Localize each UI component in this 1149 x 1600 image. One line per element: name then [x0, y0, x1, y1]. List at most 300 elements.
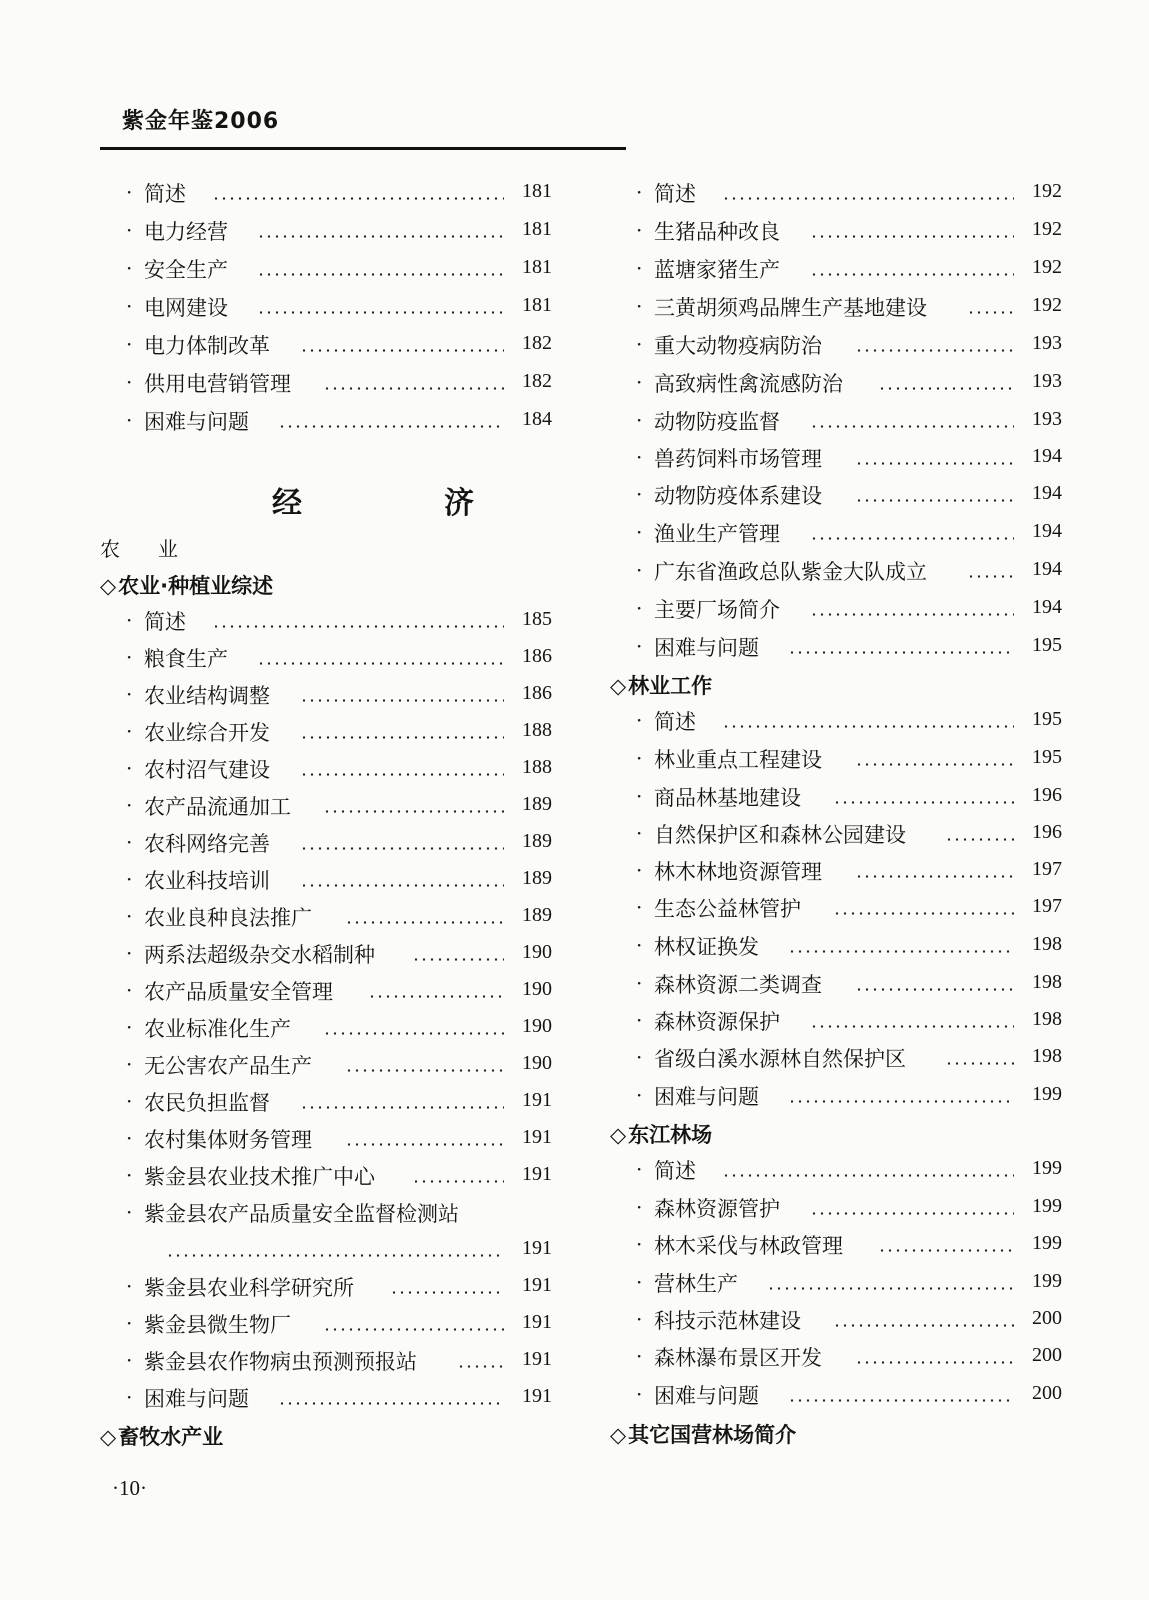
entry-title: 困难与问题	[654, 1384, 759, 1408]
dot-leader	[833, 801, 1014, 804]
toc-entry	[100, 1346, 560, 1380]
dot-leader	[300, 773, 504, 776]
entry-title: 科技示范林建设	[654, 1309, 801, 1333]
toc-entry	[100, 828, 560, 862]
bullet-dot: ·	[636, 746, 643, 770]
page-number: 191	[522, 1311, 552, 1333]
entry-title: 农村沼气建设	[144, 758, 270, 782]
entry-title: 蓝塘家猪生产	[654, 258, 780, 282]
dot-leader	[855, 1361, 1014, 1364]
dot-leader	[323, 1328, 504, 1331]
dot-leader	[278, 1402, 504, 1405]
bullet-dot: ·	[126, 719, 133, 743]
bullet-dot: ·	[636, 1083, 643, 1107]
toc-entry	[610, 1230, 1070, 1264]
dot-leader	[300, 736, 504, 739]
page-number: 192	[1032, 180, 1062, 202]
bullet-dot: ·	[126, 1200, 133, 1224]
bullet-dot: ·	[126, 180, 133, 204]
dot-leader	[810, 537, 1014, 540]
dot-leader	[257, 273, 504, 276]
entry-title: 森林资源保护	[654, 1010, 780, 1034]
toc-entry	[100, 1235, 560, 1269]
diamond-icon: ◇	[610, 674, 627, 698]
bullet-dot: ·	[126, 904, 133, 928]
toc-entry	[610, 216, 1070, 250]
dot-leader	[967, 575, 1014, 578]
dot-leader	[323, 810, 504, 813]
entry-title: 困难与问题	[144, 410, 249, 434]
entry-title: 重大动物疫病防治	[654, 334, 822, 358]
page-number: 191	[522, 1274, 552, 1296]
page-number: 185	[522, 608, 552, 630]
bullet-dot: ·	[126, 294, 133, 318]
page-number: 189	[522, 867, 552, 889]
bullet-dot: ·	[126, 1089, 133, 1113]
bullet-dot: ·	[636, 1157, 643, 1181]
bullet-dot: ·	[636, 933, 643, 957]
page-number: 198	[1032, 933, 1062, 955]
dot-leader	[278, 425, 504, 428]
page-number: 191	[522, 1163, 552, 1185]
section-heading-text	[100, 570, 560, 600]
dot-leader	[257, 311, 504, 314]
toc-entry	[100, 1161, 560, 1195]
page-number: 181	[522, 218, 552, 240]
toc-entry	[610, 632, 1070, 666]
toc-entry	[100, 1013, 560, 1047]
bullet-dot: ·	[126, 682, 133, 706]
page-number: 181	[522, 180, 552, 202]
entry-title: 紫金县农产品质量安全监督检测站	[144, 1202, 459, 1226]
toc-entry	[610, 518, 1070, 552]
entry-title: 农民负担监督	[144, 1091, 270, 1115]
dot-leader	[810, 425, 1014, 428]
dot-leader	[323, 387, 504, 390]
entry-title: 简述	[144, 610, 186, 634]
toc-entry	[100, 1309, 560, 1343]
bullet-dot: ·	[636, 294, 643, 318]
toc-entry	[610, 782, 1070, 816]
entry-title: 森林瀑布景区开发	[654, 1346, 822, 1370]
page-number: 191	[522, 1126, 552, 1148]
bullet-dot: ·	[126, 1126, 133, 1150]
bullet-dot: ·	[636, 1195, 643, 1219]
page-number: 182	[522, 332, 552, 354]
diamond-icon: ◇	[100, 574, 117, 598]
section-heading-label: 畜牧水产业	[118, 1425, 224, 1449]
toc-entry	[610, 931, 1070, 965]
toc-entry	[100, 717, 560, 751]
dot-leader	[323, 1032, 504, 1035]
page-number: 195	[1032, 746, 1062, 768]
diamond-icon: ◇	[610, 1423, 627, 1447]
entry-title: 困难与问题	[654, 1085, 759, 1109]
page-number: 188	[522, 756, 552, 778]
dot-leader	[722, 725, 1014, 728]
toc-entry	[100, 1087, 560, 1121]
entry-title: 动物防疫体系建设	[654, 484, 822, 508]
entry-title: 动物防疫监督	[654, 410, 780, 434]
entry-title: 营林生产	[654, 1272, 738, 1296]
header-rule	[100, 147, 626, 150]
toc-entry	[100, 254, 560, 288]
page-number: 186	[522, 645, 552, 667]
page-number: 190	[522, 1052, 552, 1074]
dot-leader	[300, 847, 504, 850]
bullet-dot: ·	[636, 708, 643, 732]
entry-title: 农产品质量安全管理	[144, 980, 333, 1004]
dot-leader	[945, 1062, 1014, 1065]
dot-leader	[300, 1106, 504, 1109]
page-number: 199	[1032, 1270, 1062, 1292]
page-number: 182	[522, 370, 552, 392]
bullet-dot: ·	[636, 596, 643, 620]
toc-entry	[100, 902, 560, 936]
dot-leader	[345, 1069, 504, 1072]
section-heading	[100, 1421, 560, 1455]
dot-leader	[767, 1287, 1014, 1290]
toc-entry	[100, 939, 560, 973]
dot-leader	[810, 613, 1014, 616]
entry-title: 自然保护区和森林公园建设	[654, 823, 906, 847]
entry-title: 农产品流通加工	[144, 795, 291, 819]
page-number: 195	[1032, 708, 1062, 730]
toc-entry	[610, 1342, 1070, 1376]
bullet-dot: ·	[126, 793, 133, 817]
bullet-dot: ·	[636, 370, 643, 394]
entry-title: 简述	[654, 182, 696, 206]
page-number: 199	[1032, 1157, 1062, 1179]
section-heading	[610, 670, 1070, 704]
page-number: 190	[522, 1015, 552, 1037]
entry-title: 粮食生产	[144, 647, 228, 671]
dot-leader	[788, 651, 1014, 654]
page-number: 192	[1032, 256, 1062, 278]
dot-leader	[722, 1174, 1014, 1177]
bullet-dot: ·	[636, 821, 643, 845]
dot-leader	[833, 912, 1014, 915]
page-number: 200	[1032, 1307, 1062, 1329]
page-number: 193	[1032, 332, 1062, 354]
toc-entry	[610, 330, 1070, 364]
page-number: 197	[1032, 895, 1062, 917]
toc-entry	[100, 330, 560, 364]
page-number: 192	[1032, 218, 1062, 240]
page-number: 199	[1032, 1083, 1062, 1105]
entry-title: 农科网络完善	[144, 832, 270, 856]
entry-title: 林权证换发	[654, 935, 759, 959]
bullet-dot: ·	[636, 858, 643, 882]
bullet-dot: ·	[126, 941, 133, 965]
toc-entry	[100, 643, 560, 677]
dot-leader	[257, 662, 504, 665]
bullet-dot: ·	[636, 180, 643, 204]
page-number: 198	[1032, 1008, 1062, 1030]
bullet-dot: ·	[126, 1163, 133, 1187]
bullet-dot: ·	[636, 332, 643, 356]
entry-title: 渔业生产管理	[654, 522, 780, 546]
page-number: 186	[522, 682, 552, 704]
category-heading	[100, 533, 560, 567]
dot-leader	[855, 462, 1014, 465]
toc-entry	[100, 791, 560, 825]
dot-leader	[412, 958, 504, 961]
section-heading-label: 其它国营林场简介	[628, 1423, 797, 1447]
entry-title: 生态公益林管护	[654, 897, 801, 921]
entry-title: 两系法超级杂交水稻制种	[144, 943, 375, 967]
dot-leader	[855, 499, 1014, 502]
entry-title: 紫金县农作物病虫预测预报站	[144, 1350, 417, 1374]
dot-leader	[855, 875, 1014, 878]
section-heading-text	[610, 1419, 1070, 1449]
entry-title: 电网建设	[144, 296, 228, 320]
section-heading-label: 林业工作	[628, 674, 713, 698]
section-heading-label: 东江林场	[628, 1123, 713, 1147]
section-heading-label: 农业·种植业综述	[118, 574, 274, 598]
page-number: 196	[1032, 821, 1062, 843]
dot-leader	[878, 1249, 1014, 1252]
page-number: 192	[1032, 294, 1062, 316]
bullet-dot: ·	[126, 867, 133, 891]
bullet-dot: ·	[636, 1307, 643, 1331]
toc-entry	[610, 1305, 1070, 1339]
page-number: 189	[522, 904, 552, 926]
page-number: 194	[1032, 482, 1062, 504]
page-number: 200	[1032, 1344, 1062, 1366]
entry-title: 紫金县农业技术推广中心	[144, 1165, 375, 1189]
bullet-dot: ·	[636, 1344, 643, 1368]
bullet-dot: ·	[126, 218, 133, 242]
page-number: 189	[522, 830, 552, 852]
page-number: 190	[522, 941, 552, 963]
toc-entry	[610, 178, 1070, 212]
bullet-dot: ·	[126, 1274, 133, 1298]
bullet-dot: ·	[636, 634, 643, 658]
bullet-dot: ·	[636, 558, 643, 582]
entry-title: 高致病性禽流感防治	[654, 372, 843, 396]
entry-title: 农村集体财务管理	[144, 1128, 312, 1152]
toc-entry	[610, 1193, 1070, 1227]
bullet-dot: ·	[126, 1311, 133, 1335]
bullet-dot: ·	[636, 895, 643, 919]
page-number: 197	[1032, 858, 1062, 880]
toc-entry	[610, 856, 1070, 890]
dot-leader	[257, 235, 504, 238]
dot-leader	[722, 197, 1014, 200]
toc-entry	[610, 1081, 1070, 1115]
page-number: 194	[1032, 596, 1062, 618]
page-number: 199	[1032, 1195, 1062, 1217]
entry-title: 农业标准化生产	[144, 1017, 291, 1041]
diamond-icon: ◇	[610, 1123, 627, 1147]
bullet-dot: ·	[126, 370, 133, 394]
entry-title: 林木林地资源管理	[654, 860, 822, 884]
dot-leader	[457, 1365, 504, 1368]
entry-title: 生猪品种改良	[654, 220, 780, 244]
toc-entry	[100, 368, 560, 402]
page-number: 194	[1032, 445, 1062, 467]
toc-entry	[100, 606, 560, 640]
entry-title: 电力经营	[144, 220, 228, 244]
toc-entry	[100, 1198, 560, 1232]
entry-title: 困难与问题	[654, 636, 759, 660]
toc-entry	[610, 1006, 1070, 1040]
dot-leader	[810, 1025, 1014, 1028]
toc-entry	[100, 178, 560, 212]
toc-entry	[610, 1380, 1070, 1414]
toc-entry	[100, 865, 560, 899]
toc-entry	[100, 1383, 560, 1417]
section-heading	[610, 1419, 1070, 1453]
page-number: 181	[522, 294, 552, 316]
bullet-dot: ·	[126, 978, 133, 1002]
running-header: 紫金年鉴2006	[122, 109, 280, 134]
entry-title: 无公害农产品生产	[144, 1054, 312, 1078]
page-number: ·10·	[112, 1476, 147, 1500]
toc-entry	[610, 292, 1070, 326]
page-number: 188	[522, 719, 552, 741]
page-number: 189	[522, 793, 552, 815]
bullet-dot: ·	[636, 1382, 643, 1406]
entry-title: 困难与问题	[144, 1387, 249, 1411]
toc-entry	[610, 819, 1070, 853]
page-number: 194	[1032, 520, 1062, 542]
toc-entry	[610, 368, 1070, 402]
toc-entry	[610, 1268, 1070, 1302]
dot-leader	[300, 884, 504, 887]
dot-leader	[788, 950, 1014, 953]
section-heading-text	[610, 1119, 1070, 1149]
toc-entry	[610, 706, 1070, 740]
bullet-dot: ·	[636, 256, 643, 280]
toc-entry	[610, 594, 1070, 628]
bullet-dot: ·	[126, 408, 133, 432]
page-number: 193	[1032, 408, 1062, 430]
toc-entry	[100, 406, 560, 440]
dot-leader	[810, 273, 1014, 276]
dot-leader	[833, 1324, 1014, 1327]
toc-entry	[610, 893, 1070, 927]
entry-title: 主要厂场简介	[654, 598, 780, 622]
dot-leader	[412, 1180, 504, 1183]
page-number: 198	[1032, 1045, 1062, 1067]
entry-title: 三黄胡须鸡品牌生产基地建设	[654, 296, 927, 320]
bullet-dot: ·	[126, 1348, 133, 1372]
entry-title: 紫金县农业科学研究所	[144, 1276, 354, 1300]
toc-entry	[100, 1050, 560, 1084]
toc-entry	[610, 969, 1070, 1003]
entry-title: 农业科技培训	[144, 869, 270, 893]
bullet-dot: ·	[636, 1008, 643, 1032]
toc-entry	[610, 254, 1070, 288]
bullet-dot: ·	[126, 1385, 133, 1409]
bullet-dot: ·	[126, 1015, 133, 1039]
entry-title: 简述	[654, 1159, 696, 1183]
dot-leader	[212, 197, 504, 200]
entry-title: 农业良种良法推广	[144, 906, 312, 930]
page-number: 191	[522, 1385, 552, 1407]
toc-entry	[100, 754, 560, 788]
section-title: 经 济	[272, 486, 530, 521]
bullet-dot: ·	[126, 1052, 133, 1076]
bullet-dot: ·	[126, 830, 133, 854]
dot-leader	[855, 349, 1014, 352]
entry-title: 商品林基地建设	[654, 786, 801, 810]
section-heading-text	[610, 670, 1070, 700]
dot-leader	[300, 349, 504, 352]
bullet-dot: ·	[636, 1045, 643, 1069]
bullet-dot: ·	[636, 1232, 643, 1256]
page-number: 193	[1032, 370, 1062, 392]
toc-entry	[610, 1155, 1070, 1189]
toc-entry	[610, 480, 1070, 514]
entry-title: 紫金县微生物厂	[144, 1313, 291, 1337]
bullet-dot: ·	[126, 756, 133, 780]
category-label: 农业	[100, 537, 216, 561]
dot-leader	[788, 1100, 1014, 1103]
bullet-dot: ·	[636, 971, 643, 995]
bullet-dot: ·	[636, 784, 643, 808]
section-heading	[100, 570, 560, 604]
bullet-dot: ·	[636, 1270, 643, 1294]
dot-leader	[166, 1254, 504, 1257]
bullet-dot: ·	[636, 408, 643, 432]
dot-leader	[878, 387, 1014, 390]
page-number: 191	[522, 1089, 552, 1111]
bullet-dot: ·	[126, 645, 133, 669]
bullet-dot: ·	[126, 332, 133, 356]
toc-entry	[610, 406, 1070, 440]
page-number: 184	[522, 408, 552, 430]
entry-title: 安全生产	[144, 258, 228, 282]
toc-entry	[100, 680, 560, 714]
toc-entry	[610, 556, 1070, 590]
dot-leader	[345, 921, 504, 924]
entry-title: 供用电营销管理	[144, 372, 291, 396]
bullet-dot: ·	[636, 218, 643, 242]
bullet-dot: ·	[126, 608, 133, 632]
toc-entry	[100, 1272, 560, 1306]
dot-leader	[967, 311, 1014, 314]
page-number: 195	[1032, 634, 1062, 656]
bullet-dot: ·	[636, 482, 643, 506]
dot-leader	[368, 995, 504, 998]
entry-title: 森林资源二类调查	[654, 973, 822, 997]
dot-leader	[810, 1212, 1014, 1215]
entry-title: 简述	[654, 710, 696, 734]
page-number: 199	[1032, 1232, 1062, 1254]
page-number: 191	[522, 1237, 552, 1259]
section-heading	[610, 1119, 1070, 1153]
page-number: 198	[1032, 971, 1062, 993]
toc-entry	[100, 976, 560, 1010]
bullet-dot: ·	[126, 256, 133, 280]
dot-leader	[945, 838, 1014, 841]
toc-entry	[100, 1124, 560, 1158]
page-number: 191	[522, 1348, 552, 1370]
dot-leader	[212, 625, 504, 628]
toc-entry	[610, 1043, 1070, 1077]
page-number: 200	[1032, 1382, 1062, 1404]
dot-leader	[390, 1291, 504, 1294]
dot-leader	[855, 988, 1014, 991]
entry-title: 农业综合开发	[144, 721, 270, 745]
entry-title: 林业重点工程建设	[654, 748, 822, 772]
entry-title: 广东省渔政总队紫金大队成立	[654, 560, 927, 584]
toc-entry	[610, 744, 1070, 778]
dot-leader	[345, 1143, 504, 1146]
